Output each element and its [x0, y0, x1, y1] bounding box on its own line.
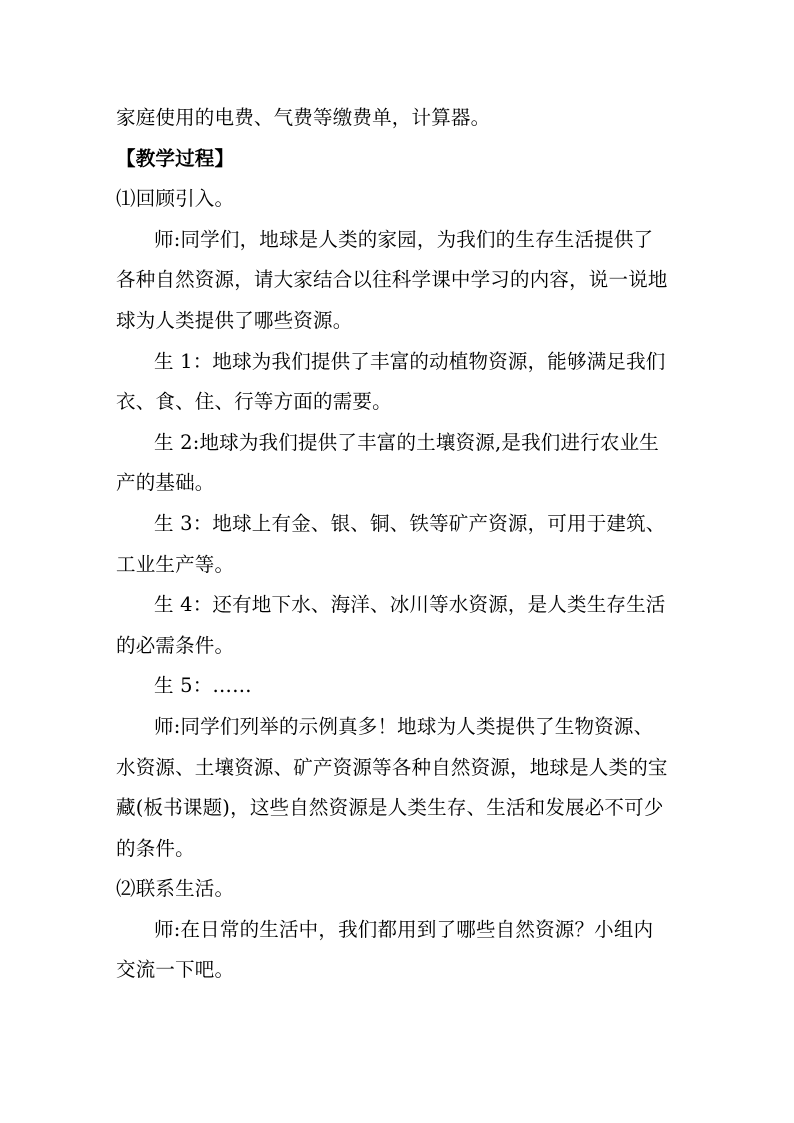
paragraph-line: 各种自然资源，请大家结合以往科学课中学习的内容，说一说地: [116, 268, 668, 292]
paragraph-line: 交流一下吧。: [116, 958, 235, 982]
paragraph-line: 生 4：还有地下水、海洋、冰川等水资源，是人类生存生活: [154, 593, 666, 617]
paragraph-line: 生 1：地球为我们提供了丰富的动植物资源，能够满足我们: [154, 349, 666, 373]
paragraph-line: 产的基础。: [116, 471, 215, 495]
paragraph-line: 工业生产等。: [116, 552, 235, 576]
paragraph-line: 生 5：……: [154, 674, 252, 698]
document-body: [116, 98, 686, 991]
paragraph-line: 藏(板书课题)，这些自然资源是人类生存、生活和发展必不可少: [116, 796, 664, 820]
paragraph-line: 的必需条件。: [116, 633, 235, 657]
paragraph-line: 生 2:地球为我们提供了丰富的土壤资源,是我们进行农业生: [154, 430, 659, 454]
paragraph-line: 的条件。: [116, 836, 195, 860]
paragraph-line: 家庭使用的电费、气费等缴费单，计算器。: [116, 106, 491, 129]
paragraph-line: 师:在日常的生活中，我们都用到了哪些自然资源？小组内: [154, 917, 654, 941]
paragraph-line: 水资源、土壤资源、矿产资源等各种自然资源，地球是人类的宝: [116, 755, 668, 779]
paragraph-line: 生 3：地球上有金、银、铜、铁等矿产资源，可用于建筑、: [154, 511, 666, 535]
section-heading: 【教学过程】: [116, 146, 235, 170]
paragraph-line: 衣、食、住、行等方面的需要。: [116, 390, 392, 414]
paragraph-line: 师:同学们，地球是人类的家园，为我们的生存生活提供了: [154, 227, 654, 251]
subsection-heading: ⑴回顾引入。: [116, 187, 235, 211]
paragraph-line: 球为人类提供了哪些资源。: [116, 308, 353, 332]
paragraph-line: 师:同学们列举的示例真多！地球为人类提供了生物资源、: [154, 714, 654, 738]
subsection-heading: ⑵联系生活。: [116, 877, 235, 901]
